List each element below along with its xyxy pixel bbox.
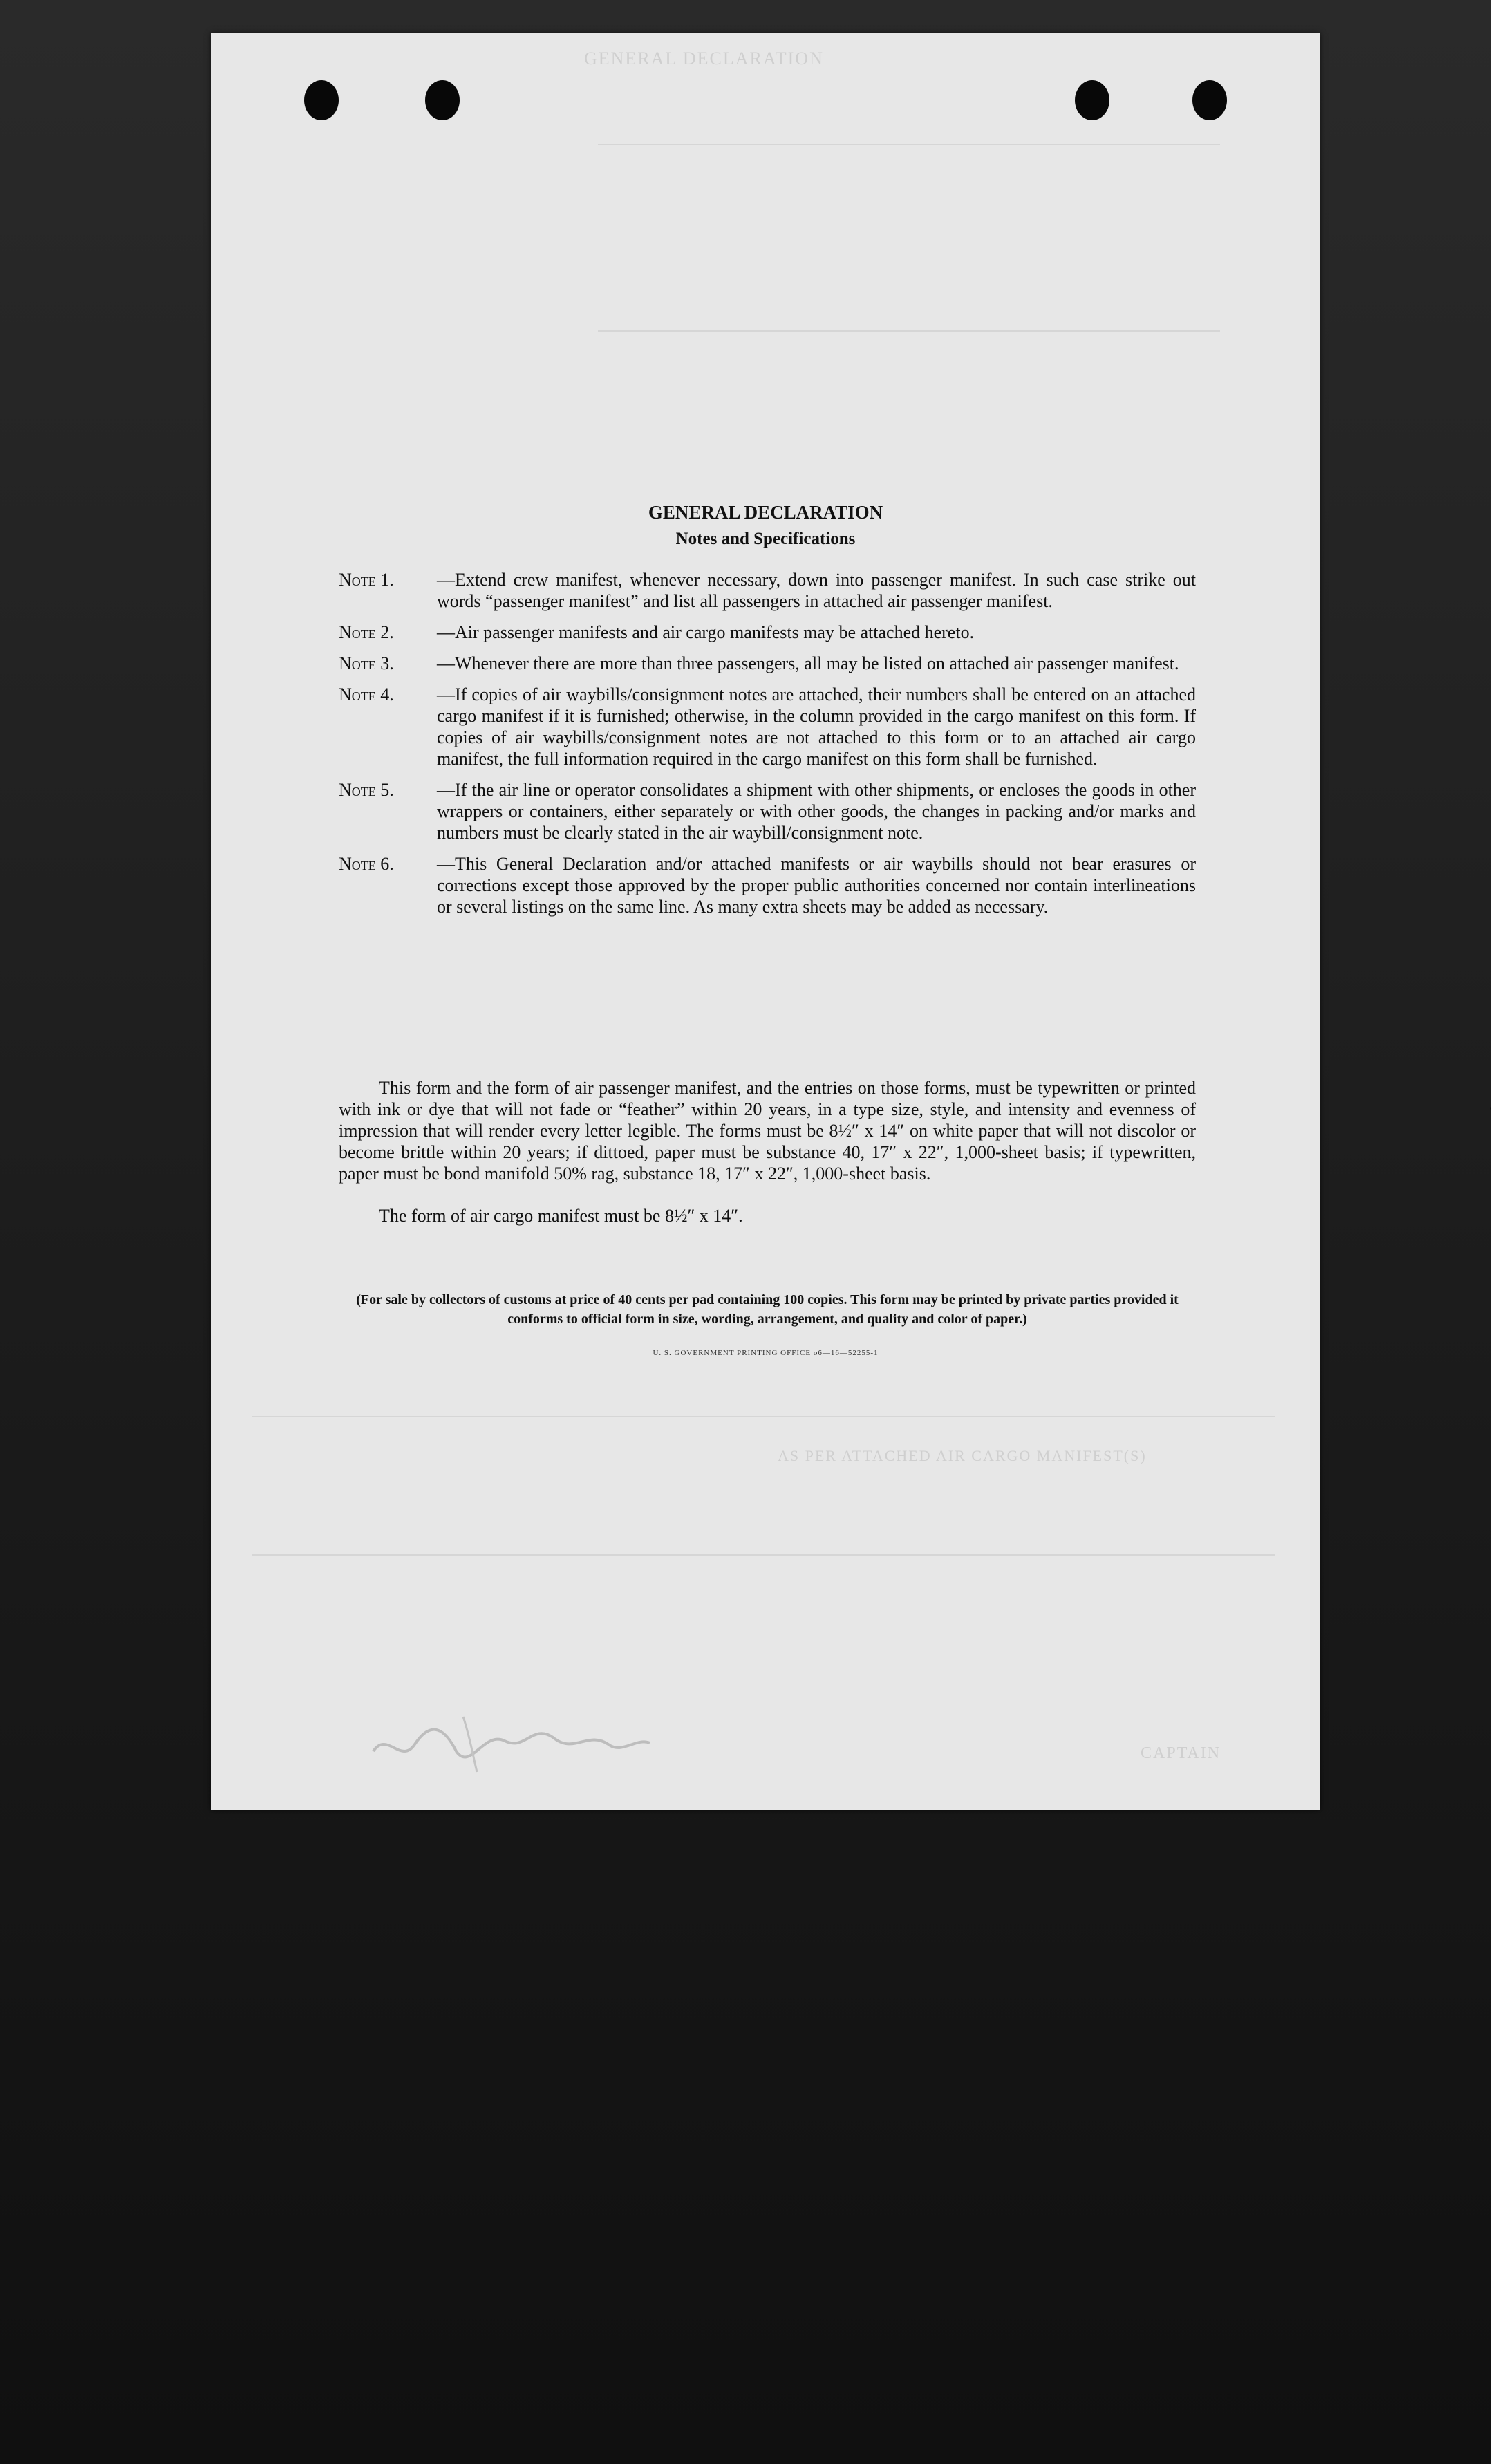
form-specification-paragraph: This form and the form of air passenger manifest, and the entries on those forms, must be typewritten or printed with ink or dye that will not fade or “feather” within 20 years, in a type size, style, and intensity and evenness of impression that will render every letter legible. The forms must be 8½″ x 14″ on white paper that will not discolor or become brittle within 20 years; if dittoed, paper must be substance 40, 17″ x 22″, 1,000-sheet basis; if typewritten, paper must be bond manifold 50% rag, substance 18, 17″ x 22″, 1,000-sheet basis. — [339, 1078, 1196, 1184]
note-text: —If the air line or operator consolidates a shipment with other shipments, or encloses the goods in other wrappers or containers, either separately or with other goods, the changes in packing and/or marks and numbers must be clearly stated in the air waybill/consignment note. — [437, 780, 1196, 843]
punch-hole — [1192, 80, 1227, 120]
punch-hole — [425, 80, 460, 120]
note-label: Note 4. — [339, 684, 394, 704]
note-item — [339, 569, 1196, 612]
note-text: —This General Declaration and/or attached manifests or air waybills should not bear erasures or corrections except those approved by the proper public authorities concerned nor contain interlineations or several listings on the same line. As many extra sheets may be added as necessary. — [437, 854, 1196, 917]
note-item — [339, 779, 1196, 843]
punch-hole — [1075, 80, 1109, 120]
signature-bleed-through — [359, 1703, 664, 1779]
note-item — [339, 853, 1196, 917]
note-text: —Extend crew manifest, whenever necessary, down into passenger manifest. In such case strike out words “passenger manifest” and list all passengers in attached air passenger manifest. — [437, 570, 1196, 611]
page-title: GENERAL DECLARATION — [648, 502, 883, 523]
document-page — [211, 33, 1320, 1810]
note-item — [339, 653, 1196, 674]
note-text: —Whenever there are more than three passengers, all may be listed on attached air passenger manifest. — [437, 653, 1179, 673]
bleed-through-rule — [252, 1554, 1275, 1556]
note-label: Note 6. — [339, 854, 394, 874]
note-label: Note 1. — [339, 570, 394, 590]
note-item — [339, 684, 1196, 769]
printer-imprint: U. S. GOVERNMENT PRINTING OFFICE o6—16—52255-1 — [653, 1349, 879, 1357]
bleed-through-rule — [598, 330, 1220, 332]
bleed-through-cargo-heading: AS PER ATTACHED AIR CARGO MANIFEST(S) — [778, 1447, 1147, 1464]
sale-notice: (For sale by collectors of customs at price of 40 cents per pad containing 100 copies. This form may be printed by private parties provided it conforms to official form in size, wording, arrangement, and quality and color of paper.) — [356, 1292, 1179, 1327]
note-text: —If copies of air waybills/consignment notes are attached, their numbers shall be entered on an attached cargo manifest if it is furnished; otherwise, in the column provided in the cargo manifest on this form. If copies of air waybills/consignment notes are not attached to this form or to an attached air cargo manifest, the full information required in the cargo manifest on this form shall be furnished. — [437, 684, 1196, 769]
note-item — [339, 622, 1196, 643]
bleed-through-header: GENERAL DECLARATION — [584, 48, 824, 68]
punch-hole — [304, 80, 339, 120]
bleed-through-rule — [252, 1416, 1275, 1417]
cargo-manifest-size-note: The form of air cargo manifest must be 8½″ x 14″. — [379, 1206, 743, 1226]
bleed-through-rule — [598, 144, 1220, 145]
bleed-through-captain: CAPTAIN — [1141, 1744, 1221, 1762]
note-text: —Air passenger manifests and air cargo manifests may be attached hereto. — [437, 622, 975, 642]
page-subtitle: Notes and Specifications — [675, 530, 856, 548]
note-label: Note 5. — [339, 780, 394, 800]
note-label: Note 2. — [339, 622, 394, 642]
note-label: Note 3. — [339, 653, 394, 673]
notes-list — [339, 569, 1196, 927]
